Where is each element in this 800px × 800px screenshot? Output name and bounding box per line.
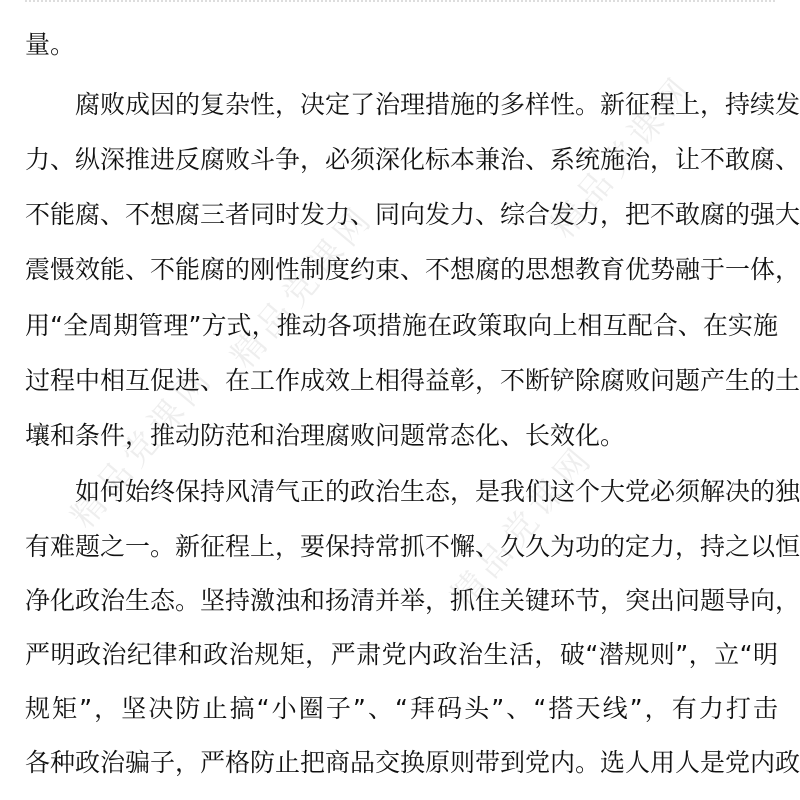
- paragraph-line: 力、纵深推进反腐败斗争，必须深化标本兼治、系统施治，让不敢腐、: [25, 145, 800, 174]
- paragraph-line: 不能腐、不想腐三者同时发力、同向发力、综合发力，把不敢腐的强大: [25, 200, 800, 229]
- paragraph-line: 有难题之一。新征程上，要保持常抓不懈、久久为功的定力，持之以恒: [25, 532, 800, 561]
- paragraph-line: 震慑效能、不能腐的刚性制度约束、不想腐的思想教育优势融于一体，: [25, 255, 800, 284]
- paragraph-line: 壤和条件，推动防范和治理腐败问题常态化、长效化。: [25, 421, 626, 450]
- paragraph-line: 过程中相互促进、在工作成效上相得益彰，不断铲除腐败问题产生的土: [25, 366, 800, 395]
- paragraph-line: 各种政治骗子，严格防止把商品交换原则带到党内。选人用人是党内政: [25, 748, 800, 777]
- watermark-4: 精品党课网: [543, 67, 703, 247]
- paragraph-line: 严明政治纪律和政治规矩，严肃党内政治生活，破“潜规则”，立“明: [25, 640, 778, 669]
- paragraph-line: 规矩”，坚决防止搞“小圈子”、“拜码头”、“搭天线”，有力打击: [25, 694, 778, 723]
- paragraph-line: 净化政治生态。坚持激浊和扬清并举，抓住关键环节，突出问题导向，: [25, 586, 800, 615]
- watermark-3: 精品党课网: [443, 437, 603, 617]
- watermark-2: 精品党课网: [223, 197, 383, 377]
- paragraph-line: 用“全周期管理”方式，推动各项措施在政策取向上相互配合、在实施: [25, 311, 778, 340]
- paragraph-line: 腐败成因的复杂性，决定了治理措施的多样性。新征程上，持续发: [75, 90, 800, 119]
- watermark-1: 精品党课网: [63, 357, 223, 537]
- paragraph-line: 如何始终保持风清气正的政治生态，是我们这个大党必须解决的独: [75, 477, 800, 506]
- cut-off-previous-line: [25, 0, 775, 2]
- paragraph-line: 量。: [25, 30, 76, 59]
